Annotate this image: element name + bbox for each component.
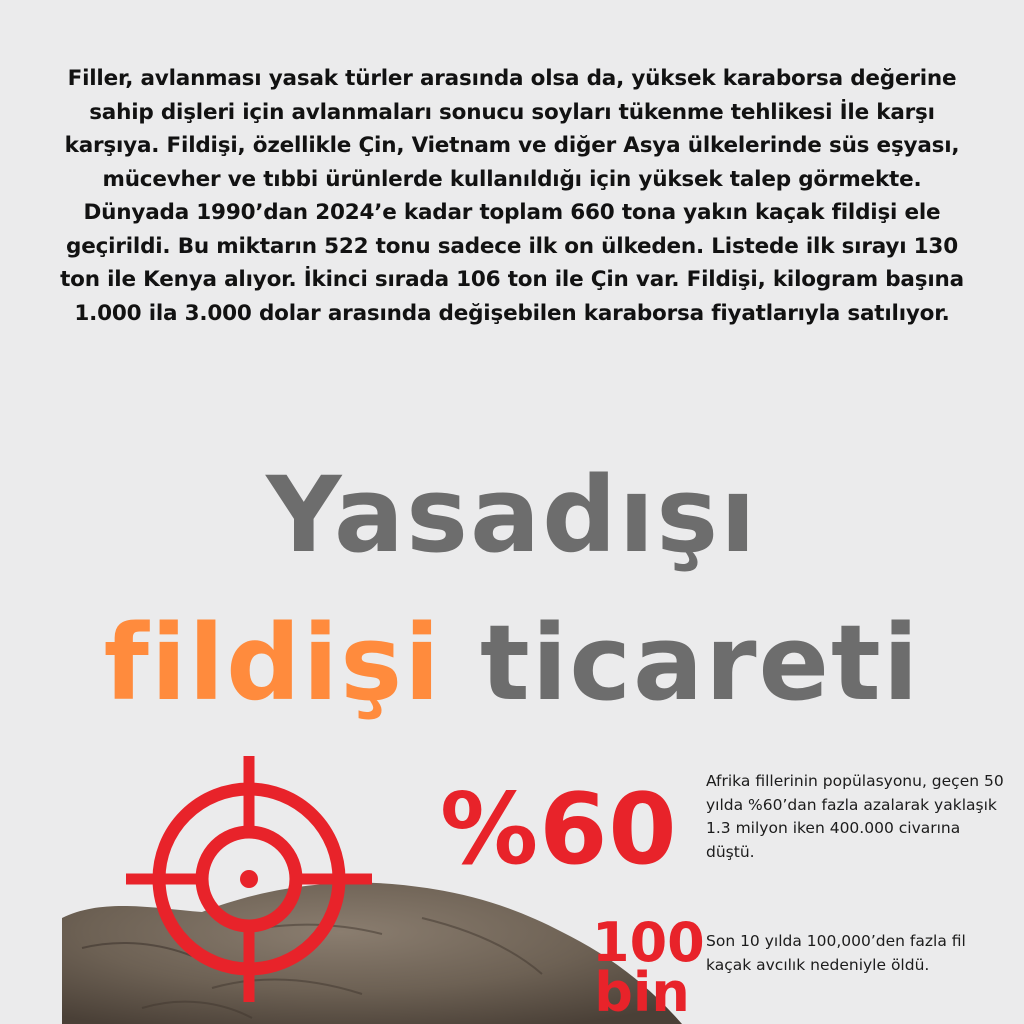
headline-line-1: Yasadışı (266, 454, 758, 576)
headline-word-fildisi: fildişi (103, 602, 442, 724)
headline-line-2 (0, 588, 1024, 738)
stat-text-population: Afrika fillerinin popülasyonu, geçen 50 yılda %60’dan fazla azalarak yaklaşık 1.3 milyon iken 400.000 civarına düştü. (706, 772, 1004, 861)
stat-text-deaths: Son 10 yılda 100,000’den fazla fil kaçak avcılık nedeniyle öldü. (706, 932, 966, 974)
stat-value-100-bin (592, 911, 705, 1024)
headline-word-ticareti: ticareti (480, 602, 921, 724)
crosshair-icon (126, 756, 372, 1002)
stat-value-line-1: 100 (592, 911, 705, 974)
stat-value-line-2: bin (594, 961, 690, 1024)
intro-paragraph: Filler, avlanması yasak türler arasında olsa da, yüksek karaborsa değerine sahip dişleri için avlanmaları sonucu soyları tükenme tehlikesi İle karşı karşıya. Fildişi, özellikle Çin, Vietnam ve diğer Asya ülkelerinde süs eşyası, mücevher ve tıbbi ürünlerde kullanıldığı için yüksek talep görmekte. Dünyada 1990’dan 2024’e kadar toplam 660 tona yakın kaçak fildişi ele geçirildi. Bu miktarın 522 tonu sadece ilk on ülkeden. Listede ilk sırayı 130 ton ile Kenya alıyor. İkinci sırada 106 ton ile Çin var. Fildişi, kilogram başına 1.000 ila 3.000 dolar arasında değişebilen karaborsa fiyatlarıyla satılıyor. (60, 66, 964, 326)
stat-value-percent: %60 (440, 773, 678, 887)
